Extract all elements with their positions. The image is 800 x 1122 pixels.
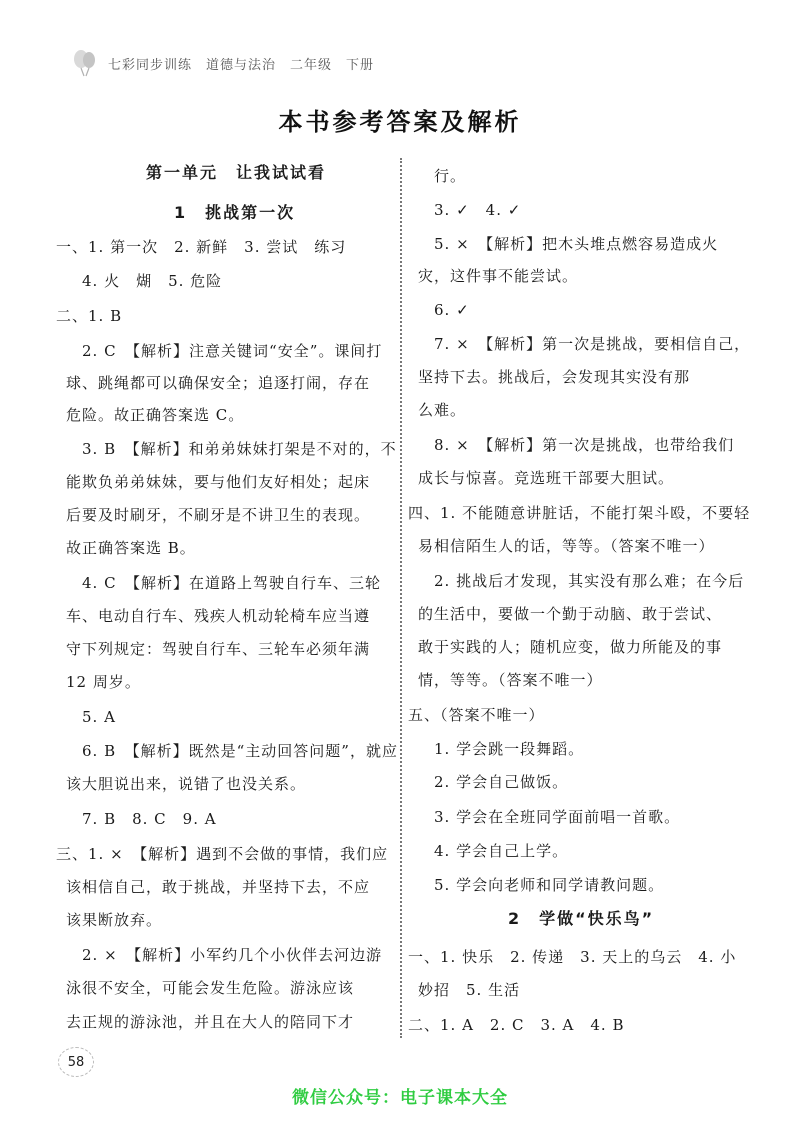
grade-label: 二年级 [290, 57, 333, 73]
answer-line: 成长与惊喜。竞选班干部要大胆试。 [418, 469, 675, 487]
answer-line: 么难。 [418, 401, 467, 419]
answer-line: 车、电动自行车、残疾人机动轮椅车应当遵 [66, 607, 371, 625]
answer-line: 一、1. 第一次 2. 新鲜 3. 尝试 练习 [56, 238, 347, 256]
answer-line: 2. × 【解析】小军约几个小伙伴去河边游 [82, 946, 383, 964]
answer-line: 四、1. 不能随意讲脏话，不能打架斗殴，不要轻 [408, 504, 751, 522]
answer-line: 行。 [434, 167, 467, 185]
answer-line: 5. × 【解析】把木头堆点燃容易造成火 [434, 235, 719, 253]
answer-line: 7. × 【解析】第一次是挑战，要相信自己， [434, 335, 751, 353]
answer-line: 5. A [82, 708, 116, 726]
answer-line: 3. ✓ 4. ✓ [434, 201, 522, 219]
answer-line: 3. B 【解析】和弟弟妹妹打架是不对的，不 [82, 440, 397, 458]
series-name: 七彩同步训练 [108, 57, 193, 73]
answer-line: 二、1. B [56, 307, 123, 325]
answer-line: 7. B 8. C 9. A [82, 810, 217, 828]
answer-line: 五、（答案不唯一） [408, 706, 545, 724]
answer-line: 4. 学会自己上学。 [434, 842, 569, 860]
answer-line: 去正规的游泳池，并且在大人的陪同下才 [66, 1013, 355, 1031]
answer-line: 1. 学会跳一段舞蹈。 [434, 740, 585, 758]
answer-line: 妙招 5. 生活 [418, 981, 521, 999]
page-number: 58 [58, 1047, 94, 1077]
answer-line: 2. 挑战后才发现，其实没有那么难；在今后 [434, 572, 745, 590]
page-title: 本书参考答案及解析 [278, 108, 522, 136]
answer-line: 该相信自己，敢于挑战，并坚持下去，不应 [66, 878, 371, 896]
answer-line: 球、跳绳都可以确保安全；追逐打闹，存在 [66, 374, 371, 392]
answer-line: 故正确答案选 B。 [66, 539, 196, 557]
subject-name: 道德与法治 [206, 57, 277, 73]
book-header [70, 48, 374, 78]
answer-line: 4. C 【解析】在道路上驾驶自行车、三轮 [82, 574, 382, 592]
balloon-logo-icon [70, 48, 100, 78]
answer-line: 12 周岁。 [66, 673, 141, 691]
answer-line: 后要及时刷牙，不刷牙是不讲卫生的表现。 [66, 506, 371, 524]
answer-line: 的生活中，要做一个勤于动脑、敢于尝试、 [418, 605, 723, 623]
answer-line: 6. ✓ [434, 301, 470, 319]
term-label: 下册 [346, 57, 375, 73]
answer-line: 危险。故正确答案选 C。 [66, 406, 245, 424]
answer-line: 灾，这件事不能尝试。 [418, 267, 579, 285]
lesson-heading: 2 学做“快乐鸟” [508, 909, 655, 928]
answer-line: 泳很不安全，可能会发生危险。游泳应该 [66, 979, 355, 997]
answer-line: 守下列规定：驾驶自行车、三轮车必须年满 [66, 640, 371, 658]
answer-line: 敢于实践的人；随机应变，做力所能及的事 [418, 638, 723, 656]
unit-heading: 第一单元 让我试试看 [146, 163, 327, 182]
answer-line: 4. 火 煳 5. 危险 [82, 272, 223, 290]
answer-line: 6. B 【解析】既然是“主动回答问题”，就应 [82, 742, 398, 760]
answer-line: 能欺负弟弟妹妹，要与他们友好相处；起床 [66, 473, 371, 491]
answer-line: 一、1. 快乐 2. 传递 3. 天上的乌云 4. 小 [408, 948, 737, 966]
answer-line: 该果断放弃。 [66, 911, 163, 929]
answer-line: 易相信陌生人的话，等等。（答案不唯一） [418, 537, 715, 555]
lesson-heading: 1 挑战第一次 [174, 203, 296, 222]
column-divider [400, 158, 402, 1038]
answer-line: 8. × 【解析】第一次是挑战，也带给我们 [434, 436, 735, 454]
answer-line: 2. 学会自己做饭。 [434, 773, 569, 791]
answer-line: 3. 学会在全班同学面前唱一首歌。 [434, 808, 681, 826]
answer-line: 该大胆说出来，说错了也没关系。 [66, 775, 307, 793]
answer-line: 2. C 【解析】注意关键词“安全”。课间打 [82, 342, 383, 360]
answer-line: 坚持下去。挑战后，会发现其实没有那 [418, 368, 691, 386]
footer-watermark: 微信公众号：电子课本大全 [292, 1088, 508, 1108]
answer-line: 二、1. A 2. C 3. A 4. B [408, 1016, 625, 1034]
answer-line: 情，等等。（答案不唯一） [418, 671, 603, 689]
answer-line: 5. 学会向老师和同学请教问题。 [434, 876, 665, 894]
answer-line: 三、1. × 【解析】遇到不会做的事情，我们应 [56, 845, 389, 863]
